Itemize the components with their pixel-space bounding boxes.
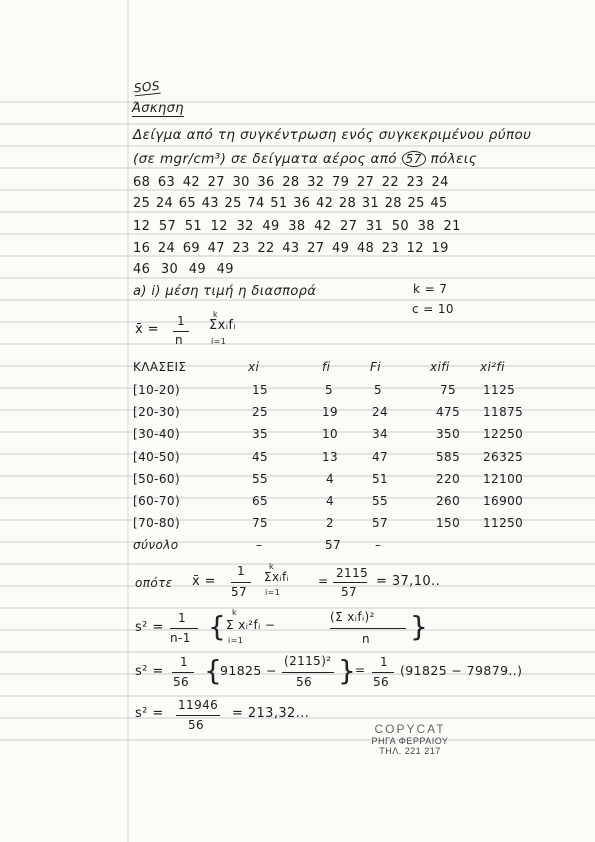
table-row	[0, 494, 595, 512]
cell-fi: 10	[322, 427, 339, 441]
cell-xifi: 150	[436, 516, 461, 530]
cell-xi: 55	[252, 472, 269, 486]
variance-formula	[0, 608, 595, 654]
cell-class: [60-70)	[133, 494, 181, 508]
table-header-row	[0, 360, 595, 378]
result-bar	[176, 715, 220, 716]
table-row	[0, 427, 595, 445]
problem-line-1: Δείγμα από τη συγκέντρωση ενός συγκεκριμένου ρύπου	[133, 127, 532, 143]
inner-sum: 91825 −	[220, 663, 278, 678]
data-row: 25 24 65 43 25 74 51 36 42 28 31 28 25 45	[133, 196, 448, 211]
header-Fi: Fi	[370, 360, 382, 374]
frac-num: 1	[178, 611, 187, 625]
sum-top: k	[269, 562, 275, 571]
class-width: c = 10	[412, 302, 454, 316]
sum-bottom: i=1	[228, 636, 244, 645]
total-fi: 57	[325, 538, 342, 552]
header-classes: ΚΛΑΣΕΙΣ	[133, 360, 187, 374]
equals: =	[318, 574, 329, 588]
variance-symbol: s² =	[135, 620, 164, 635]
value-num: 2115	[336, 566, 369, 580]
cell-Fi: 57	[372, 516, 389, 530]
variance-symbol: s² =	[135, 664, 164, 679]
inner-num: (2115)²	[284, 654, 332, 668]
table-row	[0, 383, 595, 401]
sum-term: Σxᵢfᵢ	[264, 570, 290, 584]
frac-den: 57	[231, 585, 248, 599]
cell-class: [10-20)	[133, 383, 181, 397]
therefore-word: οπότε	[135, 576, 173, 590]
value-den: 57	[341, 585, 358, 599]
header-xi: xi	[248, 360, 260, 374]
cell-xifi: 350	[436, 427, 461, 441]
circled-number: 57	[402, 151, 426, 167]
cell-Fi: 47	[372, 450, 389, 464]
mean-calculation	[0, 562, 595, 606]
problem-line-2b: πόλεις	[430, 151, 478, 167]
table-row	[0, 472, 595, 490]
frac-num: 1	[237, 564, 246, 578]
cell-xi2fi: 26325	[483, 450, 524, 464]
table-row	[0, 405, 595, 423]
cell-xi: 15	[252, 383, 269, 397]
cell-xifi: 475	[436, 405, 461, 419]
total-xi: –	[256, 538, 263, 552]
problem-line-2	[133, 151, 477, 167]
total-label: σύνολο	[133, 538, 179, 552]
problem-line-2a: (σε mgr/cm³) σε δείγματα αέρος από	[133, 151, 397, 167]
data-row: 68 63 42 27 30 36 28 32 79 27 22 23 24	[133, 175, 449, 190]
left-brace: {	[208, 610, 227, 643]
mean-frac-num: 1	[177, 314, 186, 328]
cell-xifi: 75	[440, 383, 457, 397]
right-brace: }	[338, 654, 357, 687]
equals: =	[355, 663, 366, 677]
cell-class: [20-30)	[133, 405, 181, 419]
frac-num: 1	[180, 655, 189, 669]
second-term-den: n	[362, 632, 371, 646]
cell-xi: 65	[252, 494, 269, 508]
cell-fi: 4	[326, 472, 335, 486]
cell-class: [70-80)	[133, 516, 181, 530]
mean-sum-bottom: i=1	[211, 337, 227, 346]
cell-fi: 2	[326, 516, 335, 530]
frac2-den: 56	[373, 675, 390, 689]
variance-symbol: s² =	[135, 706, 164, 721]
stamp-address: ΡΗΓΑ ΦΕΡΡΑΙΟΥ	[371, 736, 449, 746]
mean-lhs: x̄ =	[135, 322, 159, 337]
frac2-bar	[372, 672, 394, 673]
stamp-phone: ΤΗΛ. 221 217	[379, 746, 441, 756]
cell-fi: 4	[326, 494, 335, 508]
variance-substitution	[0, 652, 595, 698]
variance-result	[0, 698, 595, 738]
inner-bar	[282, 672, 334, 673]
cell-class: [50-60)	[133, 472, 181, 486]
result-den: 56	[188, 718, 205, 732]
sum-top: k	[232, 608, 238, 617]
class-count: k = 7	[413, 282, 448, 296]
data-row: 46 30 49 49	[133, 262, 234, 277]
cell-fi: 13	[322, 450, 339, 464]
cell-fi: 19	[322, 405, 339, 419]
cell-xi: 75	[252, 516, 269, 530]
frac2-num: 1	[380, 655, 389, 669]
cell-class: [40-50)	[133, 450, 181, 464]
question-text: a) i) μέση τιμή η διασπορά	[133, 284, 317, 299]
cell-xi2fi: 16900	[483, 494, 524, 508]
mean-formula	[133, 310, 333, 354]
cell-xi: 45	[252, 450, 269, 464]
result-num: 11946	[178, 698, 219, 712]
cell-xi2fi: 12250	[483, 427, 524, 441]
left-brace: {	[204, 654, 223, 687]
variance-value: = 213,32...	[232, 706, 310, 721]
frac-den: n-1	[170, 631, 191, 645]
cell-xi2fi: 11875	[483, 405, 524, 419]
cell-xifi: 220	[436, 472, 461, 486]
total-Fi: –	[375, 538, 382, 552]
cell-xi: 25	[252, 405, 269, 419]
mean-frac-den: n	[175, 333, 184, 347]
second-term-bar	[330, 628, 406, 629]
sum-term: Σ xᵢ²fᵢ −	[226, 618, 276, 632]
cell-xifi: 585	[436, 450, 461, 464]
header-xifi: xifi	[430, 360, 450, 374]
sos-mark: SOS	[133, 78, 161, 96]
frac-den: 56	[173, 675, 190, 689]
cell-Fi: 51	[372, 472, 389, 486]
exercise-title: Άσκηση	[132, 101, 184, 116]
cell-xifi: 260	[436, 494, 461, 508]
mean-sum: Σxᵢfᵢ	[209, 318, 237, 333]
mean-frac-bar	[173, 331, 189, 332]
table-total-row	[0, 538, 595, 556]
data-row: 16 24 69 47 23 22 43 27 49 48 23 12 19	[133, 241, 449, 256]
cell-Fi: 24	[372, 405, 389, 419]
cell-class: [30-40)	[133, 427, 181, 441]
right-brace: }	[410, 610, 429, 643]
cell-xi2fi: 12100	[483, 472, 524, 486]
cell-xi2fi: 11250	[483, 516, 524, 530]
cell-Fi: 34	[372, 427, 389, 441]
header-xi2fi: xi²fi	[480, 360, 505, 374]
table-row	[0, 516, 595, 534]
tail-expression: (91825 − 79879..)	[400, 663, 523, 678]
stamp-name: COPYCAT	[374, 722, 446, 736]
frac-bar	[231, 582, 251, 583]
value-bar	[333, 582, 367, 583]
cell-Fi: 5	[374, 383, 383, 397]
copy-shop-stamp	[340, 722, 480, 756]
inner-den: 56	[296, 675, 313, 689]
frac-bar	[170, 628, 198, 629]
data-row: 12 57 51 12 32 49 38 42 27 31 50 38 21	[133, 219, 461, 234]
second-term-num: (Σ xᵢfᵢ)²	[330, 610, 375, 624]
mean-result: = 37,10..	[376, 574, 441, 589]
header-fi: fi	[322, 360, 331, 374]
sum-bottom: i=1	[265, 588, 281, 597]
cell-Fi: 55	[372, 494, 389, 508]
table-row	[0, 450, 595, 468]
cell-xi2fi: 1125	[483, 383, 516, 397]
mean-sum-top: k	[213, 310, 219, 319]
mean-symbol: x̄ =	[192, 574, 216, 589]
cell-xi: 35	[252, 427, 269, 441]
cell-fi: 5	[325, 383, 334, 397]
frac-bar	[172, 672, 194, 673]
